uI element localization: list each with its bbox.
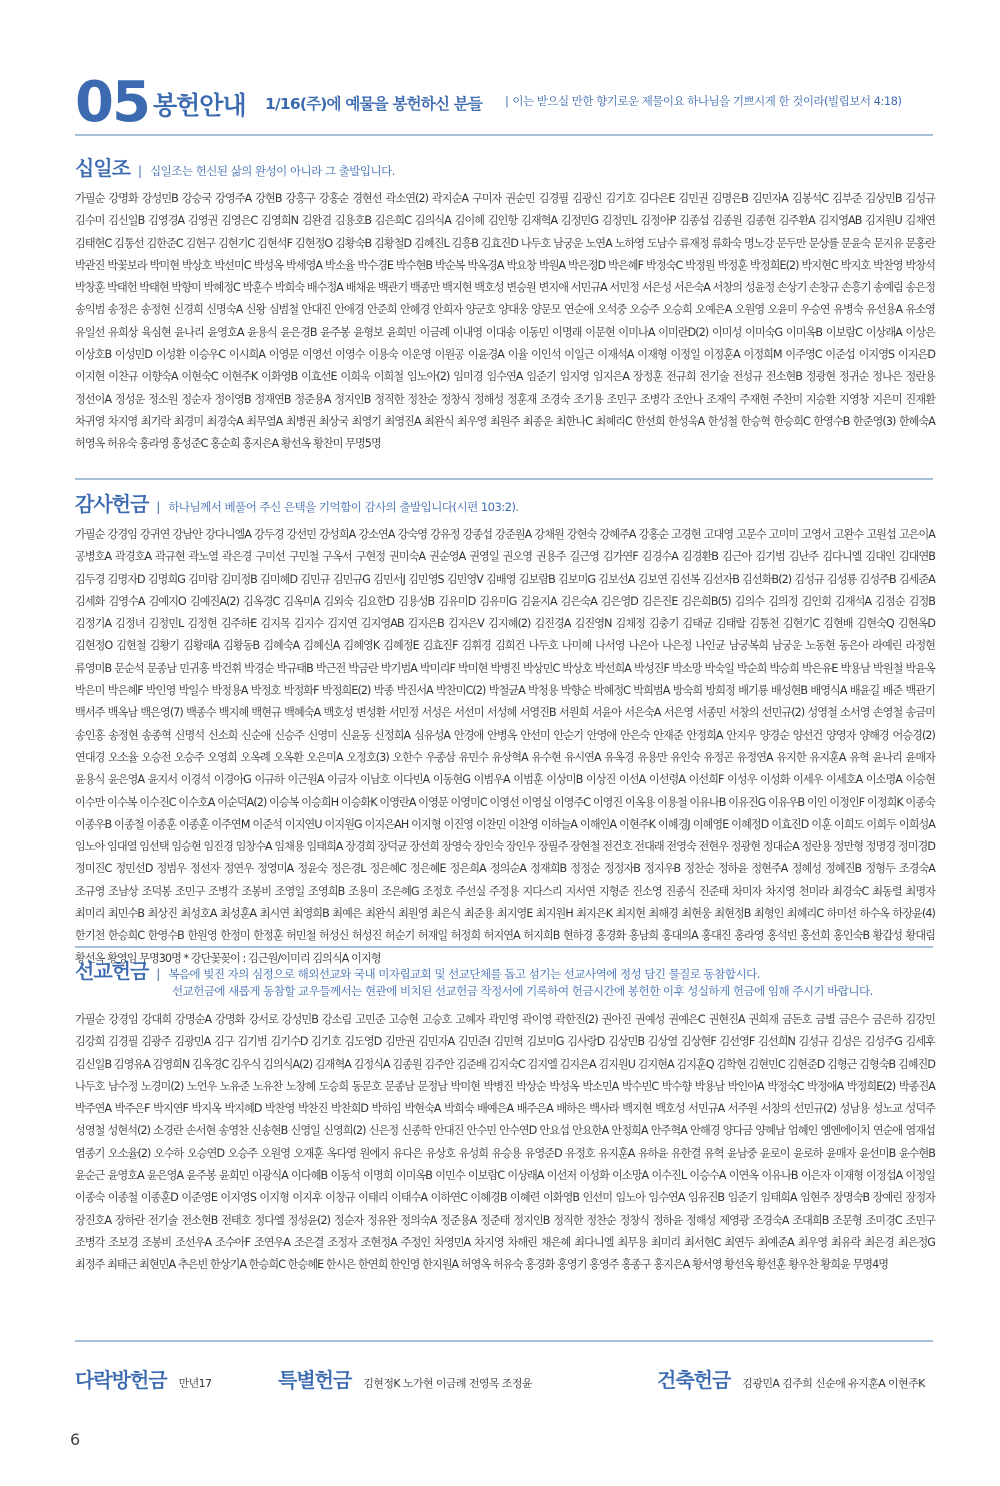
- darakbang-title: 다락방헌금: [75, 1368, 167, 1392]
- special-offering: [278, 1364, 532, 1393]
- offering-date-line: 1/16(주)에 예물을 봉헌하신 분들: [265, 95, 483, 113]
- header-verse: [505, 93, 901, 109]
- mission-title: 선교헌금: [75, 959, 149, 983]
- mission-description-2: 선교헌금에 새롭게 동참할 교우들께서는 현관에 비치된 선교헌금 작정서에 기록하여 헌금시간에 봉헌한 이후 성실하게 헌금에 임해 주시기 바랍니다.: [172, 984, 873, 998]
- tithe-title: 십일조: [75, 156, 130, 180]
- thanks-title: 감사헌금: [75, 492, 149, 516]
- darakbang-names: 만년17: [178, 1377, 212, 1390]
- divider-bar: |: [156, 967, 161, 981]
- tithe-heading: [75, 152, 935, 178]
- thanks-section: [75, 488, 935, 970]
- divider-bar: |: [156, 500, 161, 514]
- section-number: 05: [75, 70, 149, 135]
- mission-section: [75, 955, 935, 1277]
- divider-bar: |: [137, 164, 143, 178]
- tithe-description: 십일조는 헌신된 삶의 완성이 아니라 그 출발입니다.: [150, 164, 395, 178]
- building-names: 김광민A 김주희 신순애 유지훈A 이현주K: [742, 1377, 925, 1390]
- building-title: 건축헌금: [657, 1368, 731, 1392]
- special-title: 특별헌금: [278, 1368, 352, 1392]
- mission-description: 복음에 빚진 자의 심정으로 해외선교와 국내 미자립교회 및 선교단체를 돕고 섬기는 선교사역에 정성 담긴 물질로 동참합시다.: [168, 967, 760, 981]
- section-rule: [75, 478, 933, 480]
- thanks-names-list: 가필순 강경임 강귀연 강남안 강다니엘A 강두경 강선민 강성희A 강소연A 강숙영 강유정 강종섭 강준원A 강채원 강현숙 강혜주A 강홍순 고경현 고대영 고문수 고미미 고영서 고완수 고원섭 고은이A 공병호A 곽경호A 곽규현 곽노열 곽은경 구미선 구민철 구옥서 구현정 권미숙A 권순영A 권영일 권오영 권용주 길근영 김가연F 김경수A 김경환B 김근아 김기범 김난주 김다니엘 김대인 김대연B 김두경 김명자D 김명희G 김미람 김미정B 김미혜D 김민규 김민규G 김민서J 김민영S 김민영V 김배영 김보람B 김보미G 김보선A 김보연 김선복 김선자B 김선화B(2) 김성규 김성룡 김성주B 김세준A 김세화 김영수A 김예지O 김예진A(2) 김옥경C 김옥미A 김외숙 김요한D 김용성B 김유미D 김유미G 김윤지A 김은숙A 김은영D 김은진E 김은희B(5) 김의수 김의정 김인회 김재석A 김점순 김정B 김정기A 김정녀 김정민L 김정현 김주하E 김지목 김지수 김지연 김지영AB 김지은B 김지은V 김지혜(2) 김진경A 김진영N 김채정 김충기 김태균 김태랄 김통천 김현기C 김현배 김현숙Q 김현옥D 김현정O 김현철 김황기 김황래A 김황동B 김혜숙A 김혜신A 김혜영K 김혜정E 김효진F 김휘경 김희건 나두호 나미혜 나서영 나은아 나은정 나인균 남궁복희 남궁운 노동현 동은아 라예린 라정현 류영미B 문순석 문종남 민귀홍 박건휘 박경순 박규태B 박근전 박금란 박기범A 박미리F 박미현 박병진 박상민C 박상호 박선희A 박성진F 박소망 박숙일 박순희 박승희 박은유E 박용남 박원철 박윤옥 박은미 박은혜F 박인영 박일수 박정용A 박정호 박정화F 박정희E(2) 박종 박진서A 박찬미C(2) 박철균A 박청용 박향순 박혜정C 박희범A 방숙희 방희정 배기룡 배성현B 배영식A 배윤길 배준 백관기 백서주 백옥남 백은영(7) 백종수 백지혜 백현규 백혜숙A 백호성 변성환 서민정 서성은 서선미 서성혜 서영진B 서원희 서윤아 서은숙A 서은영 서종민 서창의 선민규(2) 성영철 소서영 손영철 송금미 송인홍 송정현 송종혁 신명석 신소희 신순애 신승주 신영미 신윤동 신정희A 심유성A 안경애 안병옥 안선미 안순기 안영애 안은숙 안재준 안정희A 안지우 양경순 양선건 양영자 양해경 어승경(2) 연대경 오소율 오승전 오승주 오영희 오옥례 오옥환 오은미A 오정호(3) 오한수 우종삼 유민수 유상혁A 유수현 유시연A 유옥경 유용만 유인숙 유정곤 유정연A 유지한 유지훈A 유혁 윤나리 윤매자 윤용식 윤은영A 윤지서 이경석 이경아G 이규하 이근원A 이금자 이남호 이다빈A 이동현G 이범우A 이범훈 이상미B 이상진 이선A 이선령A 이선희F 이성우 이성화 이세우 이세호A 이소명A 이승현 이수만 이수복 이수진C 이수호A 이순덕A(2) 이승복 이승희H 이승화K 이영란A 이영문 이영미C 이영선 이영실 이영주C 이영진 이옥용 이용철 이유나B 이유진G 이유우B 이인 이정인F 이정희K 이종숙 이종우B 이종철 이종훈 이종훈 이주연M 이준석 이지연U 이지원G 이지은AH 이지형 이진영 이찬민 이찬영 이하늘A 이해인A 이현주K 이혜경J 이혜영E 이혜정D 이효진D 이훈 이희도 이희두 이희성A 임노아 임대열 임선택 임승현 임진경 임창수A 임채용 임태희A 장경희 장덕균 장선희 장영숙 장인숙 장인우 장필주 장현철 전건호 전대래 전영숙 전현우 정광현 정대순A 정란용 정만형 정명경 정미경D 정미진C 정민선D 정범우 정선자 정연우 정영미A 정윤숙 정은경L 정은혜C 정은혜E 정은희A 정의순A 정재희B 정정순 정정자B 정지우B 정찬순 정하윤 정현주A 정혜성 정혜진B 정형두 조경숙A 조규영 조남상 조덕봉 조민구 조병각 조봉비 조영일 조영희B 조용미 조은혜G 조정호 주선실 주정용 지다스리 지서연 지형준 진소영 진종식 진준태 차미자 차지영 천미라 최경숙C 최동렬 최명자 최미리 최민수B 최상진 최성호A 최성훈A 최시연 최영희B 최예은 최완식 최원영 최은식 최준용 최지영E 최지원H 최지은K 최지현 최해경 최현웅 최현정B 최형인 최혜리C 하미선 하수옥 하장윤(4) 한기천 한승희C 한영수B 한원영 한정미 한정훈 허민철 허성신 허성진 허순기 허재일 허정희 허지연A 허지희B 현하경 홍경화 홍남희 홍대의A 홍대진 홍라영 홍석빈 홍선희 홍인숙B 황갑성 황대림 황선옥 황영임 무명30명 * 강단꽃꽂이 : 김근원/이미리 김의식A 이지형: [75, 528, 935, 965]
- section-rule: [75, 1340, 933, 1342]
- mission-heading: [75, 955, 935, 981]
- section-rule: [75, 946, 933, 948]
- darakbang-offering: [75, 1364, 211, 1393]
- tithe-names-list: 가필순 강명화 강성민B 강승국 강영주A 강현B 강흥구 강홍순 경현선 곽소연(2) 곽지순A 구미자 권순민 김경필 김광신 김기호 김다은E 김민권 김명은B 김민자A 김봉석C 김부준 김상민B 김성규 김수미 김신일B 김영경A 김영권 김영은C 김영희N 김완겸 김용호B 김은희C 김의식A 김이혜 김인항 김재혁A 김정민G 김정민L 김정아P 김종섭 김종원 김종현 김주환A 김지영AB 김지원U 김채연 김태현C 김통선 김한준C 김현구 김현기C 김현석F 김현정O 김황숙B 김황철D 김혜진L 김흥B 김효진D 나두호 남궁운 노연A 노하영 도남수 류재정 류화숙 명노강 문두만 문상률 문윤숙 문지유 문홍란 박관진 박꽃보라 박미현 박상호 박선미C 박성옥 박세영A 박소율 박수경E 박수현B 박순복 박옥경A 박요창 박원A 박은정D 박은혜F 박정숙C 박정원 박정훈 박정희E(2) 박지현C 박지호 박찬영 박창석 박창훈 박태헌 박태현 박향미 박혜정C 박훈수 박희숙 배수정A 배채윤 백관기 백종만 백지현 백호성 변승원 변지애 서민규A 서민정 서은성 서은숙A 서창의 성윤정 손상기 손창규 손흥기 송예림 송은정 송익범 송정은 송정현 신경희 신명숙A 신왕 심범철 안대진 안애경 안준희 안혜경 안희자 양군호 양대웅 양문모 연순애 오석중 오승주 오승희 오예은A 오원영 오윤미 우승연 유병숙 유선용A 유소영 유일선 유희상 육심현 윤나리 윤영호A 윤용식 윤은경B 윤주봉 윤형보 윤희민 이금례 이내영 이대송 이동민 이명래 이문현 이미나A 이미란D(2) 이미성 이미숙G 이미옥B 이보람C 이상래A 이상은 이상호B 이성민D 이성환 이승우C 이시희A 이영문 이영선 이영수 이용숙 이운영 이원공 이윤경A 이율 이인석 이일근 이재석A 이재형 이정일 이정훈A 이정희M 이주영C 이준섭 이지영S 이지은D 이지현 이찬규 이향숙A 이현숙C 이현주K 이화영B 이효선E 이희욱 이희철 임노아(2) 임미경 임수연A 임준기 임지영 임지은A 장정훈 전규희 전기술 전성규 전소현B 정광현 정귀순 정나은 정란용 정선이A 정성운 정소원 정순자 정이영B 정재연B 정준용A 정지인B 정직한 정찬순 정창식 정해성 정훈재 조경숙 조기용 조민구 조병각 조안나 조재익 주재현 주찬미 지승환 지영창 지은미 진재환 차귀영 차지영 최기락 최경미 최경숙A 최무열A 최병권 최상국 최영기 최영진A 최완식 최우영 최원주 최종운 최한나C 최혜리C 한선희 한성욱A 한성철 한승혁 한승희C 한영수B 한준영(3) 한혜숙A 허영옥 허유숙 홍라영 홍성준C 홍순희 홍지은A 황선옥 황찬미 무명5명: [75, 192, 935, 451]
- divider-bar: |: [505, 94, 509, 108]
- thanks-heading: [75, 488, 935, 514]
- mission-names-list: 가필순 강경임 강대희 강명순A 강명화 강서로 강성민B 강소림 고민준 고승현 고승호 고혜자 곽민영 곽이영 곽한진(2) 권아진 권예성 권예은C 권현진A 권희재 금돈호 금별 금은수 금은하 김강민 김강희 김경필 김광주 김광민A 김구 김기범 김기수D 김기호 김도영D 김만권 김민자A 김민준I 김민혁 김보미G 김사랑D 김상민B 김상열 김상현F 김선영F 김선희N 김성규 김성은 김성주G 김세후 김신일B 김영유A 김영희N 김옥경C 김우식 김의식A(2) 김재혁A 김정식A 김종원 김주안 김준배 김지숙C 김지엘 김지은A 김지원U 김지현A 김지훈Q 김학현 김현민C 김현준D 김형근 김형숙B 김혜진D 나두호 남수정 노경미(2) 노언우 노유준 노유찬 노창혜 도승희 동문호 문종남 문정남 박미현 박병진 박상순 박성옥 박소민A 박수빈C 박수향 박용남 박인아A 박정숙C 박정애A 박정희E(2) 박종진A 박주연A 박주은F 박지연F 박지옥 박지혜D 박찬영 박찬진 박찬희D 박하임 박현숙A 박희숙 배예은A 배주은A 배하은 백사라 백지현 백호성 서민규A 서주원 서창의 선민규(2) 성남용 성노교 성덕주 성영철 성현석(2) 소경란 손서현 송영찬 신송현B 신영일 신영희(2) 신은정 신종학 안대진 안수민 안수연D 안요섭 안요한A 안정희A 안주혁A 안해경 양다금 양혜남 엄혜인 엠엔에이치 연순애 염재섭 염종기 오소율(2) 오수하 오승연D 오승주 오원영 오재훈 옥다영 원에지 유다은 유상호 유성희 유승용 유영준D 유정호 유지훈A 유하윤 유한결 유혁 윤남중 윤로이 윤로하 윤매자 윤선미B 윤수현B 윤순근 윤영호A 윤은영A 윤주봉 윤희민 이광식A 이다혜B 이동석 이명희 이미옥B 이민수 이보람C 이상래A 이선저 이성화 이소망A 이수진L 이승수A 이연옥 이유나B 이은자 이재형 이정섭A 이정일 이종숙 이종철 이종훈D 이준영E 이지영S 이지형 이지후 이창규 이태리 이태수A 이하연C 이혜경B 이혜련 이화영B 인선미 임노아 임수연A 임유진B 임준기 임태희A 임현주 장명숙B 장예린 장정자 장진호A 장하란 전기술 전소현B 전태호 정다엘 정성윤(2) 정순자 정유완 정의숙A 정준용A 정준태 정지인B 정직한 정찬순 정창식 정하윤 정해성 제영광 조경숙A 조대희B 조문형 조미경C 조민구 조병각 조보경 조봉비 조선우A 조수아F 조연우A 조은결 조정자 조현정A 주정인 차영민A 차지영 차해린 채은혜 최다니엘 최무용 최미리 최서현C 최연두 최예준A 최우영 최유락 최은경 최은정G 최정주 최태근 최현민A 추은빈 한상기A 한승희C 한승혜E 한시은 한연희 한인영 한지원A 허영옥 허유숙 홍경화 홍영기 홍영주 홍종구 홍지은A 황서영 황선옥 황선훈 황우찬 황희윤 무명4명: [75, 1013, 935, 1272]
- page-title: 봉헌안내: [153, 91, 246, 120]
- page-number: 6: [70, 1430, 81, 1449]
- special-names: 김현정K 노가현 이금례 전영목 조정윤: [363, 1377, 532, 1390]
- building-offering: [657, 1364, 925, 1393]
- verse-text: 이는 받으실 만한 향기로운 제물이요 하나님을 기쁘시게 한 것이라(빌립보서 4:18): [512, 94, 902, 108]
- header-rule: [75, 134, 933, 136]
- page-header: [75, 70, 935, 135]
- tithe-section: [75, 152, 935, 456]
- thanks-description: 하나님께서 베풀어 주신 은택을 기억함이 감사의 출발입니다(시편 103:2).: [168, 500, 519, 514]
- footer-offerings: [75, 1364, 935, 1394]
